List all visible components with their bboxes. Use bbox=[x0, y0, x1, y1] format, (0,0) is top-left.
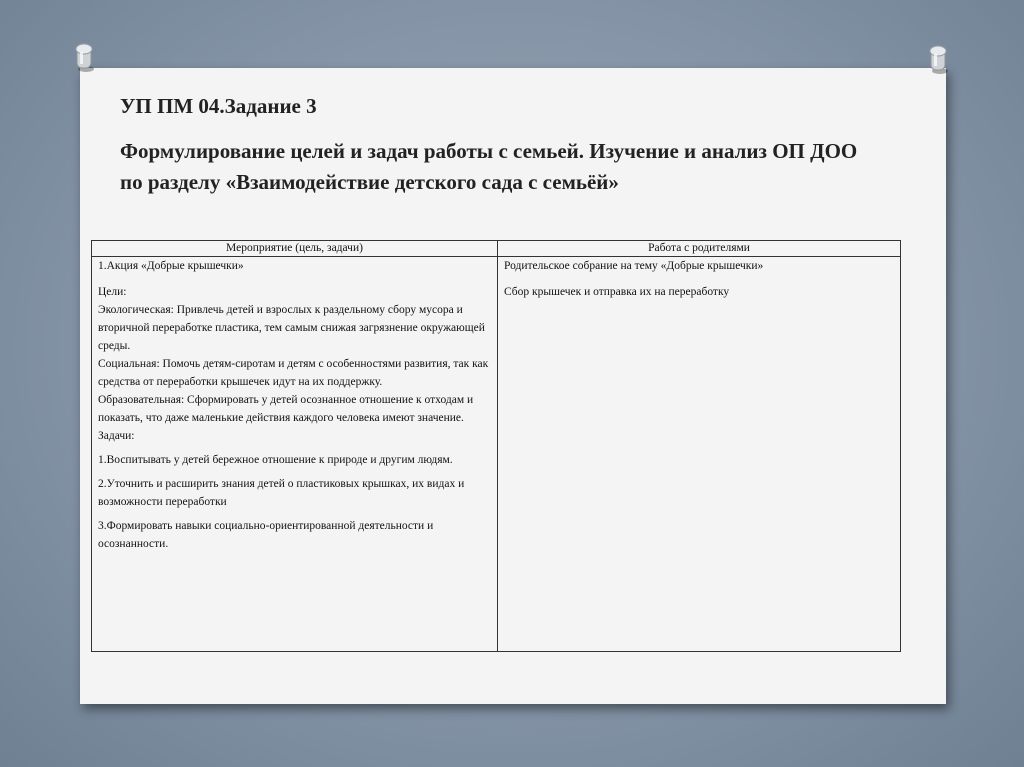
table-row bbox=[92, 257, 901, 652]
activity-cell bbox=[92, 257, 498, 652]
parents-item: Сбор крышечек и отправка их на переработку bbox=[504, 286, 730, 298]
pushpin-icon bbox=[925, 44, 953, 76]
task-item: 3.Формировать навыки социально-ориентированной деятельности и осознанности. bbox=[98, 520, 434, 550]
goal-ecological: Экологическая: Привлечь детей и взрослых к раздельному сбору мусора и вторичной переработке пластика, тем самым снижая загрязнение окружающей среды. bbox=[98, 304, 485, 352]
parents-cell bbox=[498, 257, 901, 652]
slide-title: УП ПМ 04.Задание 3 bbox=[120, 94, 317, 118]
slide-subtitle: Формулирование целей и задач работы с семьей. Изучение и анализ ОП ДОО по разделу «Взаимодействие детского сада с семьёй» bbox=[120, 139, 858, 194]
task-item: 1.Воспитывать у детей бережное отношение к природе и другим людям. bbox=[98, 454, 453, 466]
table-header-row bbox=[92, 241, 901, 257]
goal-social: Социальная: Помочь детям-сиротам и детям с особенностями развития, так как средства от переработки крышечек идут на их поддержку. bbox=[98, 358, 489, 388]
goals-label: Цели: bbox=[98, 286, 127, 298]
column-header-parents: Работа с родителями bbox=[498, 241, 901, 257]
task-item: 2.Уточнить и расширить знания детей о пластиковых крышках, их видах и возможности переработки bbox=[98, 478, 465, 508]
parents-item: Родительское собрание на тему «Добрые крышечки» bbox=[504, 260, 764, 272]
goal-educational: Образовательная: Сформировать у детей осознанное отношение к отходам и показать, что даже маленькие действия каждого человека имеют значение. bbox=[98, 394, 474, 424]
tasks-label: Задачи: bbox=[98, 430, 135, 442]
pushpin-icon bbox=[71, 42, 99, 74]
column-header-activity: Мероприятие (цель, задачи) bbox=[92, 241, 498, 257]
event-name: 1.Акция «Добрые крышечки» bbox=[98, 260, 244, 272]
activity-table bbox=[91, 240, 901, 652]
